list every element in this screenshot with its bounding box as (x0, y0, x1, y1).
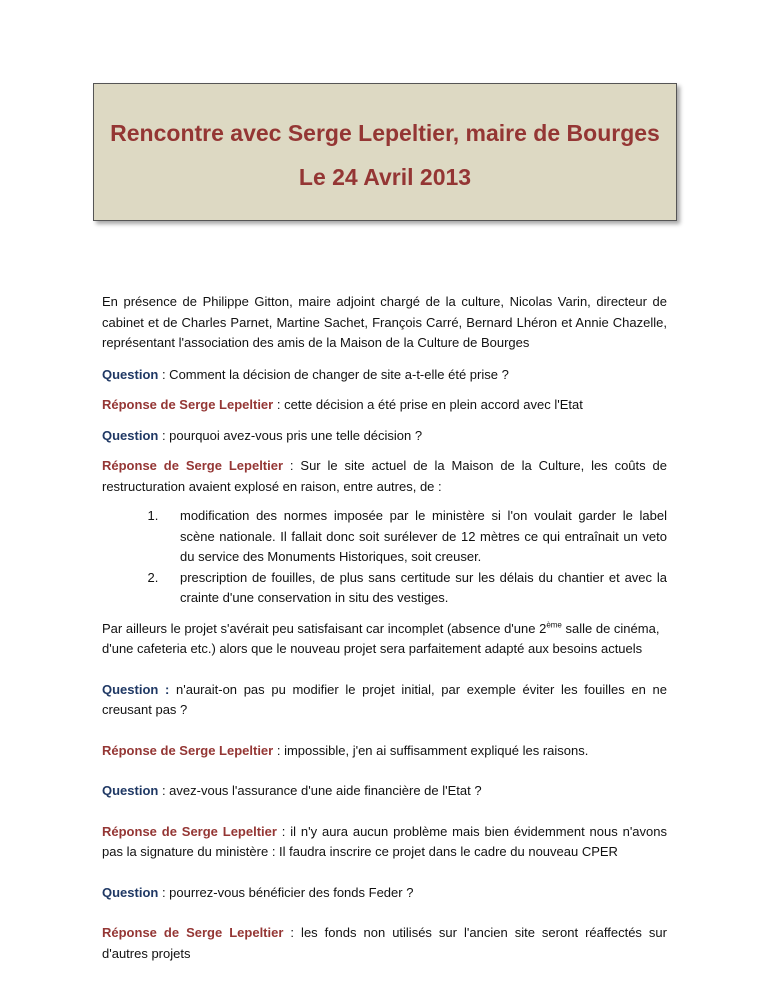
additional-paragraph (102, 619, 667, 660)
list-item (162, 506, 667, 568)
title-box (93, 83, 677, 221)
response-text: : les fonds non utilisés sur l'ancien site seront réaffectés sur d'autres projets (102, 925, 667, 961)
list-item-text: prescription de fouilles, de plus sans certitude sur les délais du chantier et avec la crainte d'une conservation in situ des vestiges. (180, 569, 667, 605)
response-5 (102, 923, 667, 964)
question-label: Question (102, 427, 159, 443)
question-2 (102, 426, 667, 447)
question-text: : Comment la décision de changer de site a-t-elle été prise ? (158, 366, 509, 382)
response-text: : Sur le site actuel de la Maison de la Culture, les coûts de restructuration avaient explosé en raison, entre autres, de : (102, 458, 667, 494)
question-text: : pourrez-vous bénéficier des fonds Feder ? (158, 884, 414, 900)
question-text: n'aurait-on pas pu modifier le projet initial, par exemple éviter les fouilles en ne creusant pas ? (102, 681, 667, 717)
question-5 (102, 883, 667, 904)
document-date: Le 24 Avril 2013 (298, 164, 472, 190)
superscript: ème (546, 620, 562, 630)
intro-paragraph (102, 292, 667, 354)
response-text: : il n'y aura aucun problème mais bien évidemment nous n'avons pas la signature du ministère : Il faudra inscrire ce projet dans le cadre du nouveau CPER (102, 823, 667, 859)
additional-text-a: Par ailleurs le projet s'avérait peu satisfaisant car incomplet (absence d'une 2 (102, 620, 547, 636)
question-label: Question (102, 884, 159, 900)
document-body (102, 292, 667, 964)
response-text: : impossible, j'en ai suffisamment expliqué les raisons. (273, 742, 589, 758)
additional-text-b: salle de cinéma, d'une cafeteria etc.) alors que le nouveau projet sera parfaitement adapté aux besoins actuels (102, 620, 660, 656)
question-label: Question (102, 783, 159, 798)
response-3 (102, 741, 667, 762)
response-1 (102, 395, 667, 416)
intro-text: En présence de Philippe Gitton, maire adjoint chargé de la culture, Nicolas Varin, directeur de cabinet et de Charles Parnet, Martine Sachet, François Carré, Bernard Lhéron et Annie Chazelle, représentant l'association des amis de la Maison de la Culture de Bourges (102, 294, 667, 350)
response-label: Réponse de Serge Lepeltier (102, 742, 274, 758)
question-label: Question (102, 366, 159, 382)
list-item (162, 568, 667, 609)
response-2 (102, 456, 667, 497)
response-label: Réponse de Serge Lepeltier (102, 397, 274, 412)
document-title: Rencontre avec Serge Lepeltier, maire de Bourges (110, 120, 660, 146)
response-label: Réponse de Serge Lepeltier (102, 458, 284, 473)
response-4 (102, 822, 667, 863)
question-1 (102, 365, 667, 386)
question-3 (102, 680, 667, 721)
question-4 (102, 781, 667, 802)
response-label: Réponse de Serge Lepeltier (102, 925, 284, 940)
response-label: Réponse de Serge Lepeltier (102, 823, 277, 839)
response-text: : cette décision a été prise en plein accord avec l'Etat (273, 397, 583, 412)
list-item-text: modification des normes imposée par le ministère si l'on voulait garder le label scène nationale. Il fallait donc soit surélever de 12 mètres ce qui entraînait un veto du service des Monuments Historiques, soit creuser. (180, 508, 667, 564)
question-label: Question : (102, 681, 170, 697)
question-text: : pourquoi avez-vous pris une telle décision ? (158, 427, 423, 443)
reasons-list (102, 506, 667, 609)
question-text: : avez-vous l'assurance d'une aide financière de l'Etat ? (158, 783, 482, 798)
